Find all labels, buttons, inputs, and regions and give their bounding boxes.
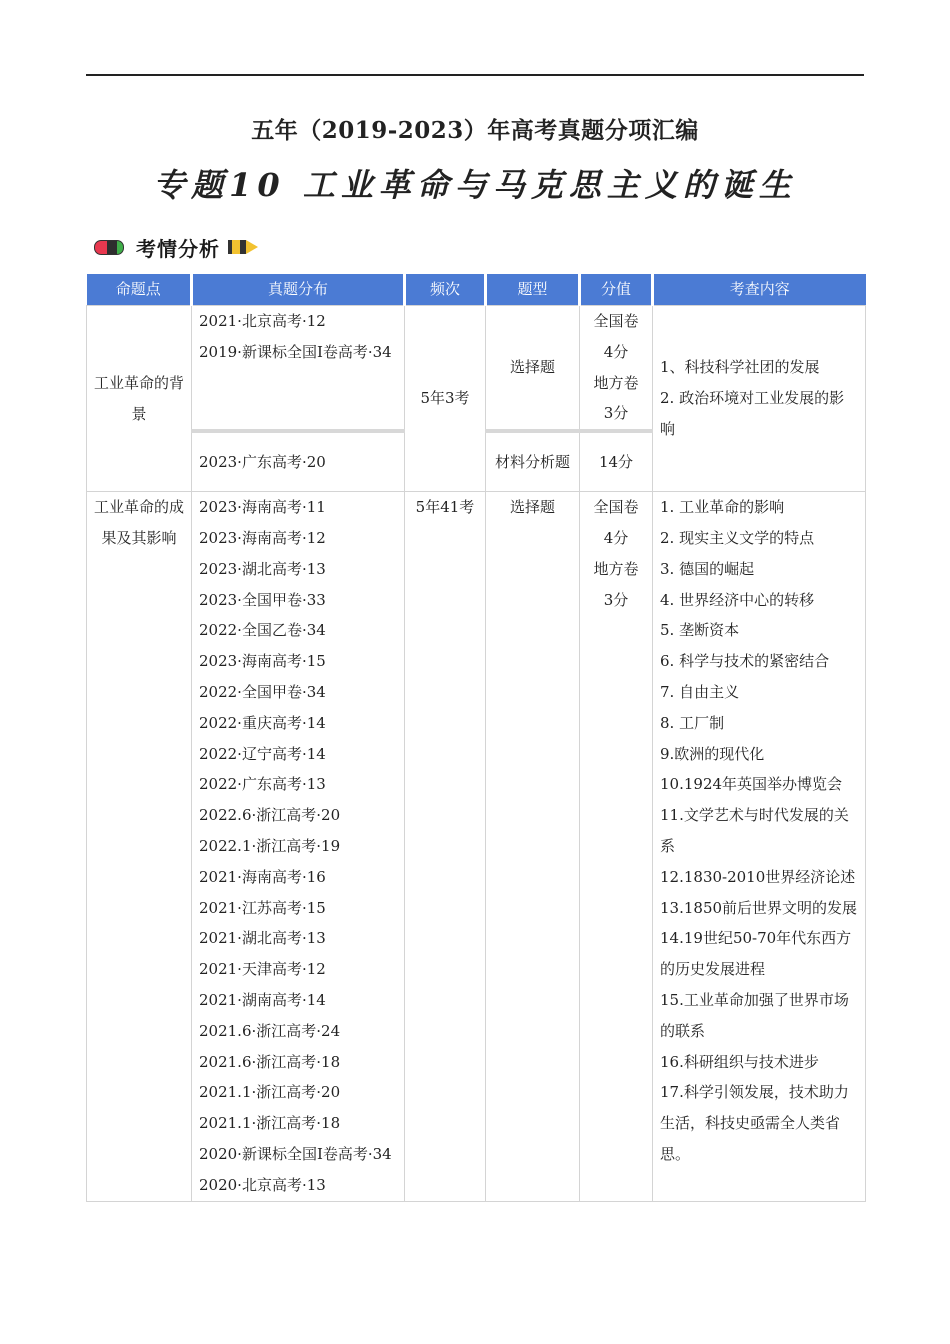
exam-entry: 2020·新课标全国Ⅰ卷高考·34 [199, 1144, 392, 1163]
exam-entry: 2020·北京高考·13 [199, 1175, 326, 1194]
content-item: 1、科技科学社团的发展 [660, 358, 820, 377]
exam-entry: 2022·辽宁高考·14 [199, 744, 326, 763]
content-item: 7. 自由主义 [660, 682, 740, 701]
score-cell [580, 492, 653, 1201]
exam-entry: 2022·重庆高考·14 [199, 713, 326, 732]
question-type-cell: 材料分析题 [486, 431, 580, 492]
score-text: 4分 [603, 528, 629, 547]
content-cell [653, 306, 866, 492]
question-type-cell: 选择题 [486, 492, 580, 1201]
exam-entry: 2022·全国甲卷·34 [199, 682, 326, 701]
content-item: 13.1850前后世界文明的发展 [660, 898, 858, 917]
exam-entry: 2023·海南高考·11 [199, 498, 326, 517]
content-item: 16.科研组织与技术进步 [660, 1052, 819, 1071]
table-header-row [87, 274, 866, 306]
exam-entry: 2022.6·浙江高考·20 [199, 806, 341, 825]
content-item: 15.工业革命加强了世界市场的联系 [660, 990, 849, 1040]
distribution-cell [192, 306, 405, 432]
score-text: 全国卷 [593, 312, 639, 330]
content-cell [653, 492, 866, 1201]
col-header: 分值 [580, 274, 653, 306]
score-text: 3分 [603, 590, 629, 609]
exam-entry: 2021.6·浙江高考·18 [199, 1052, 341, 1071]
content-item: 12.1830-2010世界经济论述 [660, 867, 856, 886]
score-text: 全国卷 [593, 498, 639, 517]
content-item: 5. 垄断资本 [660, 621, 740, 640]
table-row [87, 492, 866, 1201]
content-item: 17.科学引领发展，技术助力生活，科技史亟需全人类省思。 [660, 1083, 849, 1163]
content-item: 3. 德国的崛起 [660, 559, 755, 578]
content-item: 2. 政治环境对工业发展的影响 [660, 389, 845, 438]
col-header: 题型 [486, 274, 580, 306]
exam-entry: 2021·北京高考·12 [199, 312, 326, 330]
distribution-cell [192, 492, 405, 1201]
score-cell: 14分 [580, 431, 653, 492]
top-rule [86, 74, 864, 76]
document-title: 五年（2019-2023）年高考真题分项汇编 [251, 117, 699, 144]
exam-entry: 2023·湖北高考·13 [199, 559, 326, 578]
question-type-cell: 选择题 [486, 306, 580, 432]
section-heading [94, 232, 258, 262]
section-label: 考情分析 [136, 236, 220, 261]
exam-entry: 2022·广东高考·13 [199, 775, 326, 794]
col-header: 命题点 [87, 274, 192, 306]
table-row [87, 306, 866, 432]
content-item: 8. 工厂制 [660, 713, 725, 732]
col-header: 真题分布 [192, 274, 405, 306]
exam-entry: 2019·新课标全国Ⅰ卷高考·34 [199, 342, 392, 361]
exam-entry: 2021.6·浙江高考·24 [199, 1021, 341, 1040]
exam-entry: 2023·全国甲卷·33 [199, 590, 326, 609]
exam-entry: 2021·湖北高考·13 [199, 929, 326, 948]
col-header: 考查内容 [653, 274, 866, 306]
exam-entry: 2021.1·浙江高考·18 [199, 1114, 341, 1133]
score-cell [580, 306, 653, 432]
topic-title: 专题10 工业革命与马克思主义的诞生 [153, 166, 797, 204]
frequency-cell: 5年41考 [405, 492, 486, 1201]
topic-point-cell: 工业革命的背景 [87, 306, 192, 492]
score-text: 4分 [603, 342, 629, 361]
distribution-cell [192, 431, 405, 492]
content-item: 2. 现实主义文学的特点 [660, 528, 815, 547]
exam-entry: 2021·天津高考·12 [199, 960, 326, 979]
content-item: 4. 世界经济中心的转移 [660, 590, 815, 609]
content-item: 11.文学艺术与时代发展的关系 [660, 806, 849, 855]
col-header: 频次 [405, 274, 486, 306]
exam-entry: 2022·全国乙卷·34 [199, 621, 326, 640]
exam-entry: 2021·湖南高考·14 [199, 990, 326, 1009]
exam-entry: 2021.1·浙江高考·20 [199, 1083, 341, 1102]
score-text: 3分 [603, 404, 629, 423]
topic-point-cell: 工业革命的成果及其影响 [87, 492, 192, 1201]
exam-entry: 2023·海南高考·15 [199, 652, 326, 671]
content-item: 14.19世纪50-70年代东西方的历史发展进程 [660, 929, 852, 979]
content-item: 6. 科学与技术的紧密结合 [660, 652, 830, 671]
score-text: 地方卷 [593, 373, 639, 392]
content-item: 1. 工业革命的影响 [660, 498, 785, 517]
exam-analysis-table [86, 274, 866, 1202]
pill-icon [94, 240, 124, 255]
exam-entry: 2022.1·浙江高考·19 [199, 836, 341, 855]
exam-entry: 2023·海南高考·12 [199, 528, 326, 547]
content-item: 9.欧洲的现代化 [660, 744, 765, 763]
exam-entry: 2021·江苏高考·15 [199, 898, 326, 917]
score-text: 地方卷 [593, 559, 639, 578]
exam-entry: 2023·广东高考·20 [199, 452, 326, 471]
pencil-icon [228, 240, 258, 254]
exam-entry: 2021·海南高考·16 [199, 867, 326, 886]
content-item: 10.1924年英国举办博览会 [660, 775, 843, 794]
frequency-cell: 5年3考 [405, 306, 486, 492]
